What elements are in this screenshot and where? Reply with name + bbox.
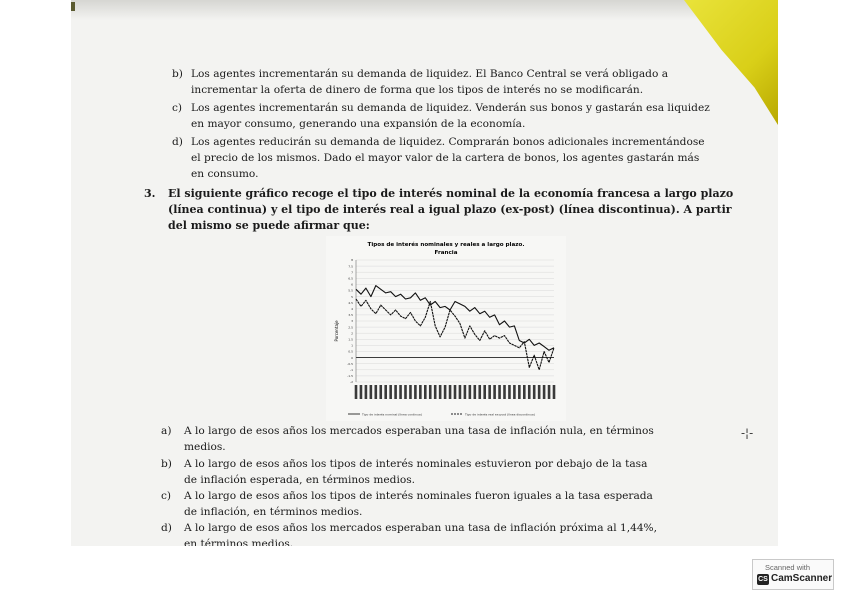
x-tick-label (488, 385, 491, 399)
x-tick-label (384, 385, 387, 399)
x-tick-label (404, 385, 407, 399)
prev-option-d-letter: d) (172, 136, 183, 148)
q3-option-a-letter: a) (161, 425, 172, 437)
y-tick-label: 4.5 (348, 300, 353, 305)
x-tick-label (498, 385, 501, 399)
x-tick-label (389, 385, 392, 399)
y-tick-label: 5.5 (348, 288, 353, 293)
real-rate-line (356, 299, 554, 370)
q3-option-d-line2: en términos medios. (184, 538, 294, 546)
prev-option-d-line1: Los agentes reducirán su demanda de liquidez. Comprarán bonos adicionales incrementándose (191, 136, 705, 148)
camscanner-logo-icon: CS (758, 576, 768, 583)
camscanner-name: CamScanner (771, 573, 833, 584)
nominal-rate-line (356, 286, 554, 351)
question3-line1: El siguiente gráfico recoge el tipo de interés nominal de la economía francesa a largo plazo (168, 187, 734, 200)
x-tick-label (444, 385, 447, 399)
q3-option-c-line2: de inflación, en términos medios. (184, 506, 363, 518)
x-tick-label (429, 385, 432, 399)
q3-option-a-line1: A lo largo de esos años los mercados esperaban una tasa de inflación nula, en términos (184, 425, 654, 437)
x-tick-label (379, 385, 382, 399)
chart-ylabel: Porcentaje (334, 320, 339, 342)
crosshair-mark-icon: -¦- (741, 426, 754, 440)
x-tick-label (419, 385, 422, 399)
prev-option-c-letter: c) (172, 102, 183, 114)
chart-title: Tipos de interés nominales y reales a largo plazo. (367, 242, 525, 248)
question3-line2: (línea continua) y el tipo de interés real a igual plazo (ex-post) (línea discontinua). A partir (168, 203, 732, 216)
x-tick-label (518, 385, 521, 399)
prev-option-d-line2: el precio de los mismos. Dado el mayor valor de la cartera de bonos, los agentes gastarán más (191, 152, 700, 164)
x-tick-label (523, 385, 526, 399)
x-tick-label (454, 385, 457, 399)
x-tick-label (483, 385, 486, 399)
prev-option-c-line1: Los agentes incrementarán su demanda de liquidez. Venderán sus bonos y gastarán esa liquidez (191, 102, 710, 114)
x-tick-label (370, 385, 373, 399)
x-tick-label (548, 385, 551, 399)
y-tick-label: 6.5 (348, 276, 353, 281)
y-tick-label: 7 (351, 270, 353, 275)
y-tick-label: -0.5 (347, 361, 353, 366)
legend-real: Tipo de interés real ex-post (línea discontinua) (465, 412, 535, 417)
x-tick-label (414, 385, 417, 399)
y-tick-label: 2.5 (348, 325, 353, 330)
x-tick-label (464, 385, 467, 399)
x-tick-label (360, 385, 363, 399)
question3-number: 3. (144, 187, 156, 200)
x-tick-label (543, 385, 546, 399)
y-tick-label: 1 (351, 343, 353, 348)
x-tick-label (513, 385, 516, 399)
x-tick-label (375, 385, 378, 399)
y-tick-label: -2 (350, 380, 353, 385)
q3-option-b-line2: de inflación esperada, en términos medios. (184, 474, 416, 486)
x-tick-label (439, 385, 442, 399)
prev-option-b-line1: Los agentes incrementarán su demanda de liquidez. El Banco Central se verá obligado a (191, 68, 669, 80)
prev-option-b-letter: b) (172, 68, 183, 80)
y-tick-label: 3 (351, 319, 353, 324)
x-tick-label (493, 385, 496, 399)
prev-option-c-line2: en mayor consumo, generando una expansión de la economía. (191, 118, 526, 130)
x-tick-label (399, 385, 402, 399)
q3-option-c-letter: c) (161, 490, 172, 502)
y-tick-label: 5 (351, 294, 353, 299)
q3-option-d-line1: A lo largo de esos años los mercados esperaban una tasa de inflación próxima al 1,44%, (184, 522, 657, 534)
x-tick-label (528, 385, 531, 399)
x-tick-label (469, 385, 472, 399)
y-tick-label: 0 (351, 355, 353, 360)
interest-rate-chart (326, 236, 566, 421)
q3-option-d-letter: d) (161, 522, 172, 534)
y-tick-label: 0.5 (348, 349, 353, 354)
binding-mark (71, 2, 75, 11)
scanned-with-text: Scanned with (765, 563, 811, 572)
x-tick-label (533, 385, 536, 399)
prev-option-d-line3: en consumo. (191, 168, 259, 180)
x-tick-label (394, 385, 397, 399)
x-tick-label (449, 385, 452, 399)
y-tick-label: 2 (351, 331, 353, 336)
y-tick-label: 6 (351, 282, 353, 287)
y-tick-label: 7.5 (348, 264, 353, 269)
q3-option-b-letter: b) (161, 458, 172, 470)
x-tick-label (434, 385, 437, 399)
x-tick-label (503, 385, 506, 399)
prev-option-b-line2: incrementar la oferta de dinero de forma que los tipos de interés no se modificarán. (191, 84, 644, 96)
x-tick-label (538, 385, 541, 399)
legend-nominal: Tipo de interés nominal (línea continua) (362, 412, 422, 417)
x-tick-label (355, 385, 358, 399)
y-tick-label: 4 (351, 307, 353, 311)
scanned-page (71, 0, 778, 546)
x-tick-label (365, 385, 368, 399)
y-tick-label: -1 (350, 368, 353, 372)
x-tick-label (459, 385, 462, 399)
chart-subtitle: Francia (434, 250, 458, 256)
x-tick-label (553, 385, 556, 399)
camscanner-badge (752, 559, 834, 590)
question3-line3: del mismo se puede afirmar que: (168, 219, 370, 232)
top-shadow-band (71, 0, 778, 20)
y-tick-label: 1.5 (348, 337, 353, 342)
q3-option-c-line1: A lo largo de esos años los tipos de interés nominales fueron iguales a la tasa esperada (184, 490, 653, 502)
y-tick-label: 8 (351, 258, 353, 263)
x-tick-label (409, 385, 412, 399)
q3-option-a-line2: medios. (184, 441, 226, 453)
y-tick-label: -1.5 (347, 374, 353, 379)
x-tick-label (474, 385, 477, 399)
y-tick-label: 3.5 (348, 313, 353, 318)
q3-option-b-line1: A lo largo de esos años los tipos de interés nominales estuvieron por debajo de la tasa (184, 458, 648, 470)
x-tick-label (424, 385, 427, 399)
x-tick-label (478, 385, 481, 399)
x-tick-label (508, 385, 511, 399)
